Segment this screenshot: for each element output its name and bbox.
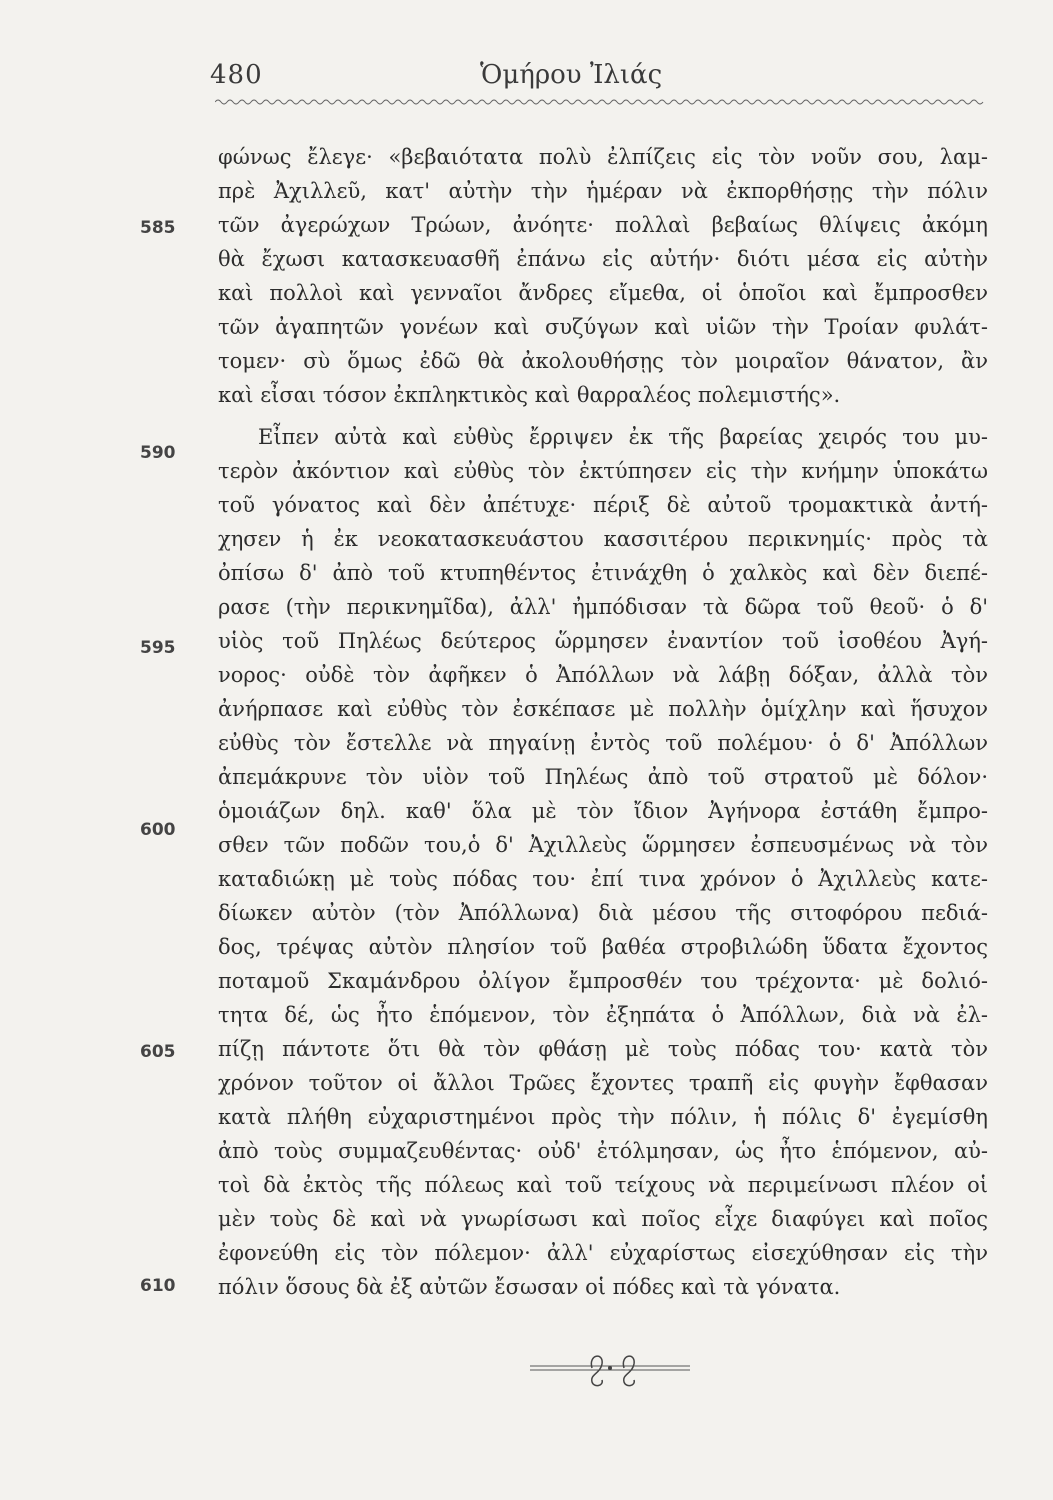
line-number-590: 590 bbox=[140, 443, 176, 463]
text-line: ὁμοιάζων δηλ. καθ' ὅλα μὲ τὸν ἴδιον Ἀγήνορα ἐστάθη ἔμπρο- bbox=[218, 799, 988, 823]
text-line: καὶ εἶσαι τόσον ἐκπληκτικὸς καὶ θαρραλέος πολεμιστής». bbox=[218, 383, 841, 407]
text-line: ὀπίσω δ' ἀπὸ τοῦ κτυπηθέντος ἐτινάχθη ὁ χαλκὸς καὶ δὲν διεπέ- bbox=[218, 561, 988, 585]
text-line: μὲν τοὺς δὲ καὶ νὰ γνωρίσωσι καὶ ποῖος εἶχε διαφύγει καὶ ποῖος bbox=[218, 1207, 988, 1231]
text-line: ρασε (τὴν περικνημῖδα), ἀλλ' ἠμπόδισαν τὰ δῶρα τοῦ θεοῦ· ὁ δ' bbox=[218, 595, 988, 619]
text-line: ἀπὸ τοὺς συμμαζευθέντας· οὐδ' ἐτόλμησαν, ὡς ἦτο ἑπόμενον, αὐ- bbox=[218, 1139, 988, 1163]
text-line: εὐθὺς τὸν ἔστελλε νὰ πηγαίνῃ ἐντὸς τοῦ πολέμου· ὁ δ' Ἀπόλλων bbox=[218, 731, 988, 755]
text-line: τοὶ δὰ ἐκτὸς τῆς πόλεως καὶ τοῦ τείχους νὰ περιμείνωσι πλέον οἱ bbox=[218, 1173, 988, 1197]
text-line: σθεν τῶν ποδῶν του,ὁ δ' Ἀχιλλεὺς ὥρμησεν ἐσπευσμένως νὰ τὸν bbox=[218, 833, 988, 857]
text-line: δίωκεν αὐτὸν (τὸν Ἀπόλλωνα) διὰ μέσου τῆς σιτοφόρου πεδιά- bbox=[218, 901, 988, 925]
text-line: ἐφονεύθη εἰς τὸν πόλεμον· ἀλλ' εὐχαρίστως εἰσεχύθησαν εἰς τὴν bbox=[218, 1241, 988, 1265]
line-number-610: 610 bbox=[140, 1276, 176, 1296]
book-title: Ὁμήρου Ἰλιάς bbox=[480, 60, 663, 90]
text-line: χησεν ἡ ἐκ νεοκατασκευάστου κασσιτέρου περικνημίς· πρὸς τὰ bbox=[218, 527, 988, 551]
text-line: τομεν· σὺ ὅμως ἐδῶ θὰ ἀκολουθήσῃς τὸν μοιραῖον θάνατον, ἂν bbox=[218, 349, 988, 373]
line-number-595: 595 bbox=[140, 638, 176, 658]
page-number: 480 bbox=[210, 60, 263, 90]
text-line: νορος· οὐδὲ τὸν ἀφῆκεν ὁ Ἀπόλλων νὰ λάβῃ δόξαν, ἀλλὰ τὸν bbox=[218, 663, 988, 687]
header-wavy-rule bbox=[215, 98, 985, 106]
text-line: καταδιώκῃ μὲ τοὺς πόδας του· ἐπί τινα χρόνον ὁ Ἀχιλλεὺς κατε- bbox=[218, 867, 988, 891]
line-number-600: 600 bbox=[140, 820, 176, 840]
text-line: πόλιν ὅσους δὰ ἐξ αὐτῶν ἔσωσαν οἱ πόδες καὶ τὰ γόνατα. bbox=[218, 1275, 841, 1299]
text-line: χρόνον τοῦτον οἱ ἄλλοι Τρῶες ἔχοντες τραπῆ εἰς φυγὴν ἔφθασαν bbox=[218, 1071, 988, 1095]
text-line: θὰ ἔχωσι κατασκευασθῆ ἐπάνω εἰς αὐτήν· διότι μέσα εἰς αὐτὴν bbox=[218, 247, 988, 271]
text-line: ἀπεμάκρυνε τὸν υἱὸν τοῦ Πηλέως ἀπὸ τοῦ στρατοῦ μὲ δόλον· bbox=[218, 765, 988, 789]
text-line: ποταμοῦ Σκαμάνδρου ὀλίγον ἔμπροσθέν του τρέχοντα· μὲ δολιό- bbox=[218, 969, 988, 993]
text-line: υἱὸς τοῦ Πηλέως δεύτερος ὥρμησεν ἐναντίον τοῦ ἰσοθέου Ἀγή- bbox=[218, 629, 988, 653]
running-head bbox=[210, 60, 990, 100]
text-line: καὶ πολλοὶ καὶ γενναῖοι ἄνδρες εἴμεθα, οἱ ὁποῖοι καὶ ἔμπροσθεν bbox=[218, 281, 988, 305]
text-line: τητα δέ, ὡς ἦτο ἑπόμενον, τὸν ἐξηπάτα ὁ Ἀπόλλων, διὰ νὰ ἐλ- bbox=[218, 1003, 988, 1027]
text-line: τῶν ἀγερώχων Τρώων, ἀνόητε· πολλαὶ βεβαίως θλίψεις ἀκόμη bbox=[218, 213, 988, 237]
text-line: ἀνήρπασε καὶ εὐθὺς τὸν ἐσκέπασε μὲ πολλὴν ὁμίχλην καὶ ἥσυχον bbox=[218, 697, 988, 721]
text-line: τῶν ἀγαπητῶν γονέων καὶ συζύγων καὶ υἱῶν τὴν Τροίαν φυλάτ- bbox=[218, 315, 988, 339]
text-line: πρὲ Ἀχιλλεῦ, κατ' αὐτὴν τὴν ἡμέραν νὰ ἐκπορθήσῃς τὴν πόλιν bbox=[218, 179, 988, 203]
text-line: φώνως ἔλεγε· «βεβαιότατα πολὺ ἐλπίζεις εἰς τὸν νοῦν σου, λαμ- bbox=[218, 145, 988, 169]
text-line: δος, τρέψας αὐτὸν πλησίον τοῦ βαθέα στροβιλώδη ὕδατα ἔχοντος bbox=[218, 935, 988, 959]
text-line: τερὸν ἀκόντιον καὶ εὐθὺς τὸν ἐκτύπησεν εἰς τὴν κνήμην ὑποκάτω bbox=[218, 459, 988, 483]
text-line: κατὰ πλήθη εὐχαριστημένοι πρὸς τὴν πόλιν, ἡ πόλις δ' ἐγεμίσθη bbox=[218, 1105, 988, 1129]
text-line: Εἶπεν αὐτὰ καὶ εὐθὺς ἔρριψεν ἐκ τῆς βαρείας χειρός του μυ- bbox=[258, 425, 988, 449]
line-number-605: 605 bbox=[140, 1042, 176, 1062]
text-line: πίζῃ πάντοτε ὅτι θὰ τὸν φθάσῃ μὲ τοὺς πόδας του· κατὰ τὸν bbox=[218, 1037, 988, 1061]
end-ornament-icon bbox=[530, 1344, 690, 1394]
text-line: τοῦ γόνατος καὶ δὲν ἀπέτυχε· πέριξ δὲ αὐτοῦ τρομακτικὰ ἀντή- bbox=[218, 493, 988, 517]
line-number-585: 585 bbox=[140, 218, 176, 238]
